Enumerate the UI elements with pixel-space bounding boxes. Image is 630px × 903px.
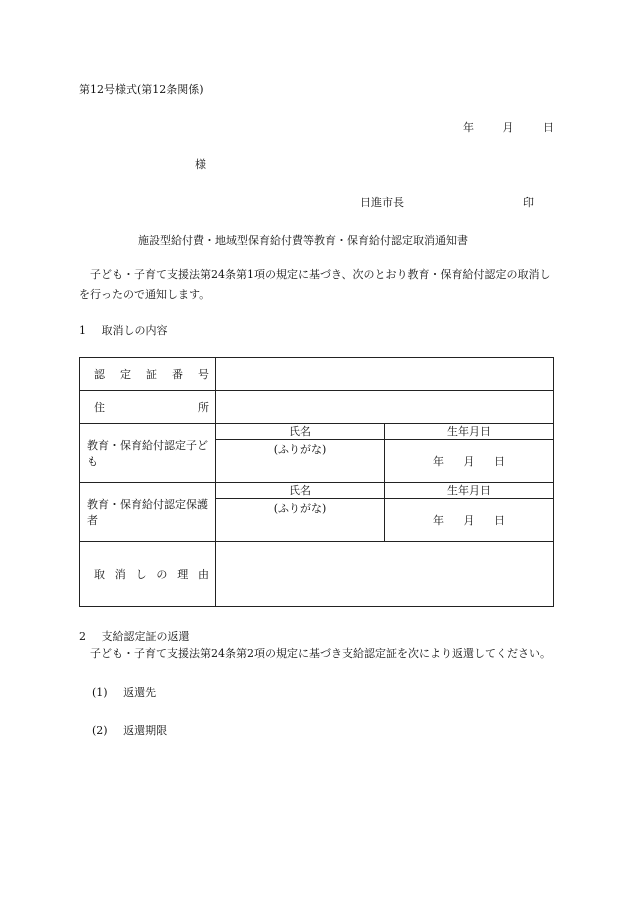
reason-label xyxy=(80,542,216,607)
label-char: 番 xyxy=(172,368,183,381)
guardian-dob-month: 月 xyxy=(463,514,475,527)
return-item-1-label: 返還先 xyxy=(123,686,157,699)
child-dob-value xyxy=(385,440,554,483)
address-text xyxy=(87,399,215,415)
intro-paragraph xyxy=(79,265,553,305)
section1-heading xyxy=(79,322,168,338)
child-dob-month: 月 xyxy=(463,455,475,468)
label-char: 由 xyxy=(197,568,209,581)
label-char: 住 xyxy=(94,401,105,414)
issuer: 日進市長 xyxy=(360,196,404,209)
label-char: 理 xyxy=(177,568,189,581)
section2-number: 2 xyxy=(79,630,86,643)
label-char: 証 xyxy=(146,368,157,381)
cert-no-text xyxy=(87,366,215,382)
label-char: の xyxy=(156,568,168,581)
section1-number: 1 xyxy=(79,324,86,337)
guardian-dob-header: 生年月日 xyxy=(385,483,554,499)
guardian-dob-year: 年 xyxy=(433,514,444,527)
return-item-1-num: (1) xyxy=(92,686,108,699)
reason-text xyxy=(87,566,215,582)
child-furigana: (ふりがな) xyxy=(216,440,385,483)
cert-no-value xyxy=(216,358,554,391)
child-label: 教育・保育給付認定子ども xyxy=(80,424,216,483)
date-month: 月 xyxy=(502,121,514,134)
section1-title: 取消しの内容 xyxy=(101,324,168,337)
child-name-header: 氏名 xyxy=(216,424,385,440)
date-year: 年 xyxy=(463,121,474,134)
return-item-1 xyxy=(92,684,156,700)
return-item-2-label: 返還期限 xyxy=(123,724,168,737)
guardian-dob-day: 日 xyxy=(494,514,505,527)
section2-text: 子ども・子育て支援法第24条第2項の規定に基づき支給認定証を次により返還してください。 xyxy=(90,647,551,660)
child-dob-header: 生年月日 xyxy=(385,424,554,440)
guardian-name-header: 氏名 xyxy=(216,483,385,499)
label-char: 定 xyxy=(120,368,131,381)
date-day: 日 xyxy=(543,121,554,134)
section2-title: 支給認定証の返還 xyxy=(101,630,190,643)
return-item-2-num: (2) xyxy=(92,724,108,737)
recipient-suffix: 様 xyxy=(195,158,206,171)
address-label xyxy=(80,391,216,424)
document-title: 施設型給付費・地域型保育給付費等教育・保育給付認定取消通知書 xyxy=(138,234,468,247)
label-char: し xyxy=(135,568,147,581)
date-line xyxy=(463,119,554,135)
return-item-2 xyxy=(92,722,167,738)
cancellation-table xyxy=(79,357,554,607)
child-dob-year: 年 xyxy=(433,455,444,468)
label-char: 号 xyxy=(198,368,209,381)
guardian-dob-value xyxy=(385,499,554,542)
label-char: 所 xyxy=(198,401,209,414)
intro-text: 子ども・子育て支援法第24条第1項の規定に基づき、次のとおり教育・保育給付認定の取消しを行ったので通知します。 xyxy=(79,268,551,301)
label-char: 消 xyxy=(114,568,126,581)
reason-value xyxy=(216,542,554,607)
form-id: 第12号様式(第12条関係) xyxy=(79,83,204,96)
address-value xyxy=(216,391,554,424)
guardian-label: 教育・保育給付認定保護者 xyxy=(80,483,216,542)
label-char: 認 xyxy=(94,368,105,381)
cert-no-label xyxy=(80,358,216,391)
label-char: 取 xyxy=(94,568,105,581)
child-dob-day: 日 xyxy=(494,455,505,468)
section2-heading xyxy=(79,628,190,644)
section2-paragraph xyxy=(79,644,553,663)
seal-mark: 印 xyxy=(523,196,534,209)
guardian-furigana: (ふりがな) xyxy=(216,499,385,542)
